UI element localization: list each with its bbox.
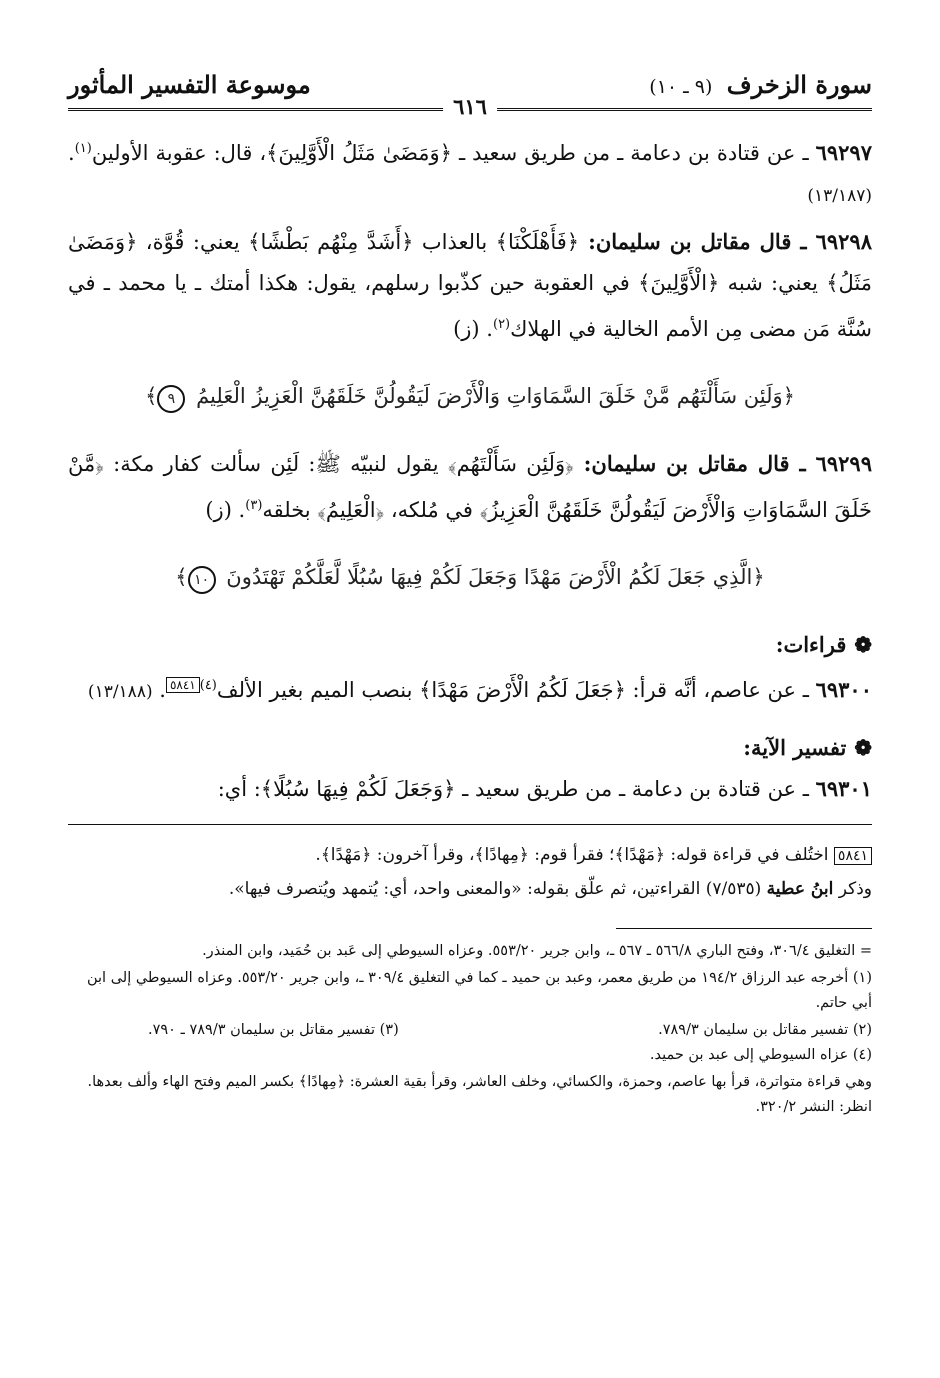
note-author: ابنُ عطية [766,879,834,899]
entry-69297 [68,128,872,217]
footnote-marker: (١) [74,141,92,156]
ayah-9 [68,376,872,417]
ayah-10 [68,557,872,598]
footnotes [68,939,872,1120]
notes-divider [68,824,872,825]
note-text: اختُلف في قراءة قوله: ﴿مَهْدًا﴾؛ فقرأ قوم: ﴿مِهادًا﴾، وقرأ آخرون: ﴿مَهْدًا﴾. [315,845,834,865]
volume-reference: (١٣/١٨٧) [807,186,872,206]
entry-tail: . (ز) [453,317,493,341]
page [68,70,872,1122]
footnote-3: (٣) تفسير مقاتل بن سليمان ٧٨٩/٣ ـ ٧٩٠. [148,1022,399,1038]
entry-69299 [68,443,872,531]
entry-speaker: ـ قال مقاتل بن سليمان: [579,229,816,254]
footnotes-divider [616,928,872,929]
note-5841 [68,839,872,906]
surah-title [649,70,872,99]
entry-tail: . (ز) [205,498,246,522]
entry-69301 [68,768,872,810]
main-text [68,128,872,810]
footnote-continued: = التغليق ٣٠٦/٤، وفتح الباري ٥٦٦/٨ ـ ٥٦٧ ـ، وابن جرير ٥٥٣/٢٠. وعزاه السيوطي إلى عَبد بن حُمَيد، وابن المنذر. [202,943,872,959]
footnote-1: (١) أخرجه عبد الرزاق ١٩٤/٢ من طريق معمر، وعبد بن حميد ـ كما في التغليق ٣٠٩/٤ ـ، وابن جرير ٥٥٣/٢٠. وعزاه السيوطي إلى ابن أبي حاتم. [86,970,872,1011]
entry-number: ٦٩٣٠٠ [815,677,872,702]
book-title: موسوعة التفسير المأثور [68,70,311,99]
entry-text: ـ عن قتادة بن دعامة ـ من طريق سعيد ـ ﴿وَجَعَلَ لَكُمْ فِيهَا سُبُلًا﴾: أي: [217,777,816,801]
entry-tail: . [152,678,166,702]
ayah-close: ﴾ [145,384,158,408]
section-title: تفسير الآية: [743,735,847,760]
footnote-marker: (٤) [199,678,217,693]
ayah-text: ﴿الَّذِي جَعَلَ لَكُمُ الْأَرْضَ مَهْدًا وَجَعَلَ لَكُمْ فِيهَا سُبُلًا لَّعَلَّكُمْ تَهْتَدُونَ [226,565,765,589]
section-title: قراءات: [775,632,847,657]
page-header [68,70,872,119]
entry-69300 [68,665,872,713]
footnote-4: (٤) عزاه السيوطي إلى عبد بن حميد. [649,1047,872,1063]
flower-icon: ❁ [854,632,872,657]
note-line-1 [68,839,872,873]
verse-range: (٩ ـ ١٠) [649,76,713,98]
note-text: (٧/٥٣٥) القراءتين، ثم علّق بقوله: «والمعنى واحد، أي: يُتمهد ويُتصرف فيها». [228,879,767,899]
surah-name: سورة الزخرف [726,70,872,99]
entry-text: ـ عن قتادة بن دعامة ـ من طريق سعيد ـ ﴿وَمَضَىٰ مَثَلُ الْأَوَّلِينَ﴾، قال: عقوبة الأولين [91,141,816,165]
entry-text: ﴿فَأَهْلَكْنَا﴾ بالعذاب ﴿أَشَدَّ مِنْهُم بَطْشًا﴾ يعني: قُوَّة، ﴿وَمَضَىٰ مَثَلُ﴾ يعني: شبه ﴿الْأَوَّلِينَ﴾ في العقوبة حين كذّبوا رسلهم، يقول: هكذا أمتك ـ يا محمد ـ في سُنَّة مَن مضى مِن الأمم الخالية في الهلاك [68,230,872,341]
ayah-close: ﴾ [175,565,188,589]
note-box-number: ٥٨٤١ [166,677,200,693]
footnote-marker: (٣) [245,498,263,513]
section-qiraat [68,624,872,665]
section-tafsir [68,727,872,768]
verse-number-icon: ١٠ [188,566,216,594]
entry-number: ٦٩٢٩٨ [815,229,872,254]
note-box-number: ٥٨٤١ [834,847,872,865]
ayah-text: ﴿وَلَئِن سَأَلْتَهُم مَّنْ خَلَقَ السَّمَاوَاتِ وَالْأَرْضَ لَيَقُولُنَّ خَلَقَهُنَّ الْعَزِيزُ الْعَلِيمُ [196,384,795,408]
entry-text: ﴿وَلَئِن سَأَلْتَهُم﴾ يقول لنبيّه ﷺ: لَئِن سألت كفار مكة: ﴿مَّنْ خَلَقَ السَّمَاوَاتِ وَالْأَرْضَ لَيَقُولُنَّ خَلَقَهُنَّ الْعَزِيزُ﴾ في مُلكه، ﴿الْعَلِيمُ﴾ بخلقه [68,452,872,522]
entry-number: ٦٩٣٠١ [815,776,872,801]
footnote-marker: (٢) [492,317,511,332]
flower-icon: ❁ [854,735,872,760]
footnote-2: (٢) تفسير مقاتل بن سليمان ٧٨٩/٣. [658,1022,872,1038]
entry-number: ٦٩٢٩٧ [815,140,872,165]
entry-text: ـ عن عاصم، أنَّه قرأ: ﴿جَعَلَ لَكُمُ الْأَرْضَ مَهْدًا﴾ بنصب الميم بغير الألف [216,678,816,702]
volume-reference: (١٣/١٨٨) [87,682,153,702]
footnote-4-cont: وهي قراءة متواترة، قرأ بها عاصم، وحمزة، والكسائي، وخلف العاشر، وقرأ بقية العشرة: ﴿مِهادًا﴾ بكسر الميم وفتح الهاء وألف بعدها. انظر: النشر ٣٢٠/٢. [87,1074,872,1115]
footnote-row-2-3 [68,1018,872,1043]
entry-69298 [68,221,872,350]
verse-number-icon: ٩ [157,385,185,413]
note-text: وذكر [833,879,872,899]
note-line-2 [68,873,872,906]
page-number: ٦١٦ [443,94,497,119]
entry-tail: . [68,141,75,165]
entry-number: ٦٩٢٩٩ [815,451,872,476]
entry-speaker: ـ قال مقاتل بن سليمان: [573,451,816,476]
